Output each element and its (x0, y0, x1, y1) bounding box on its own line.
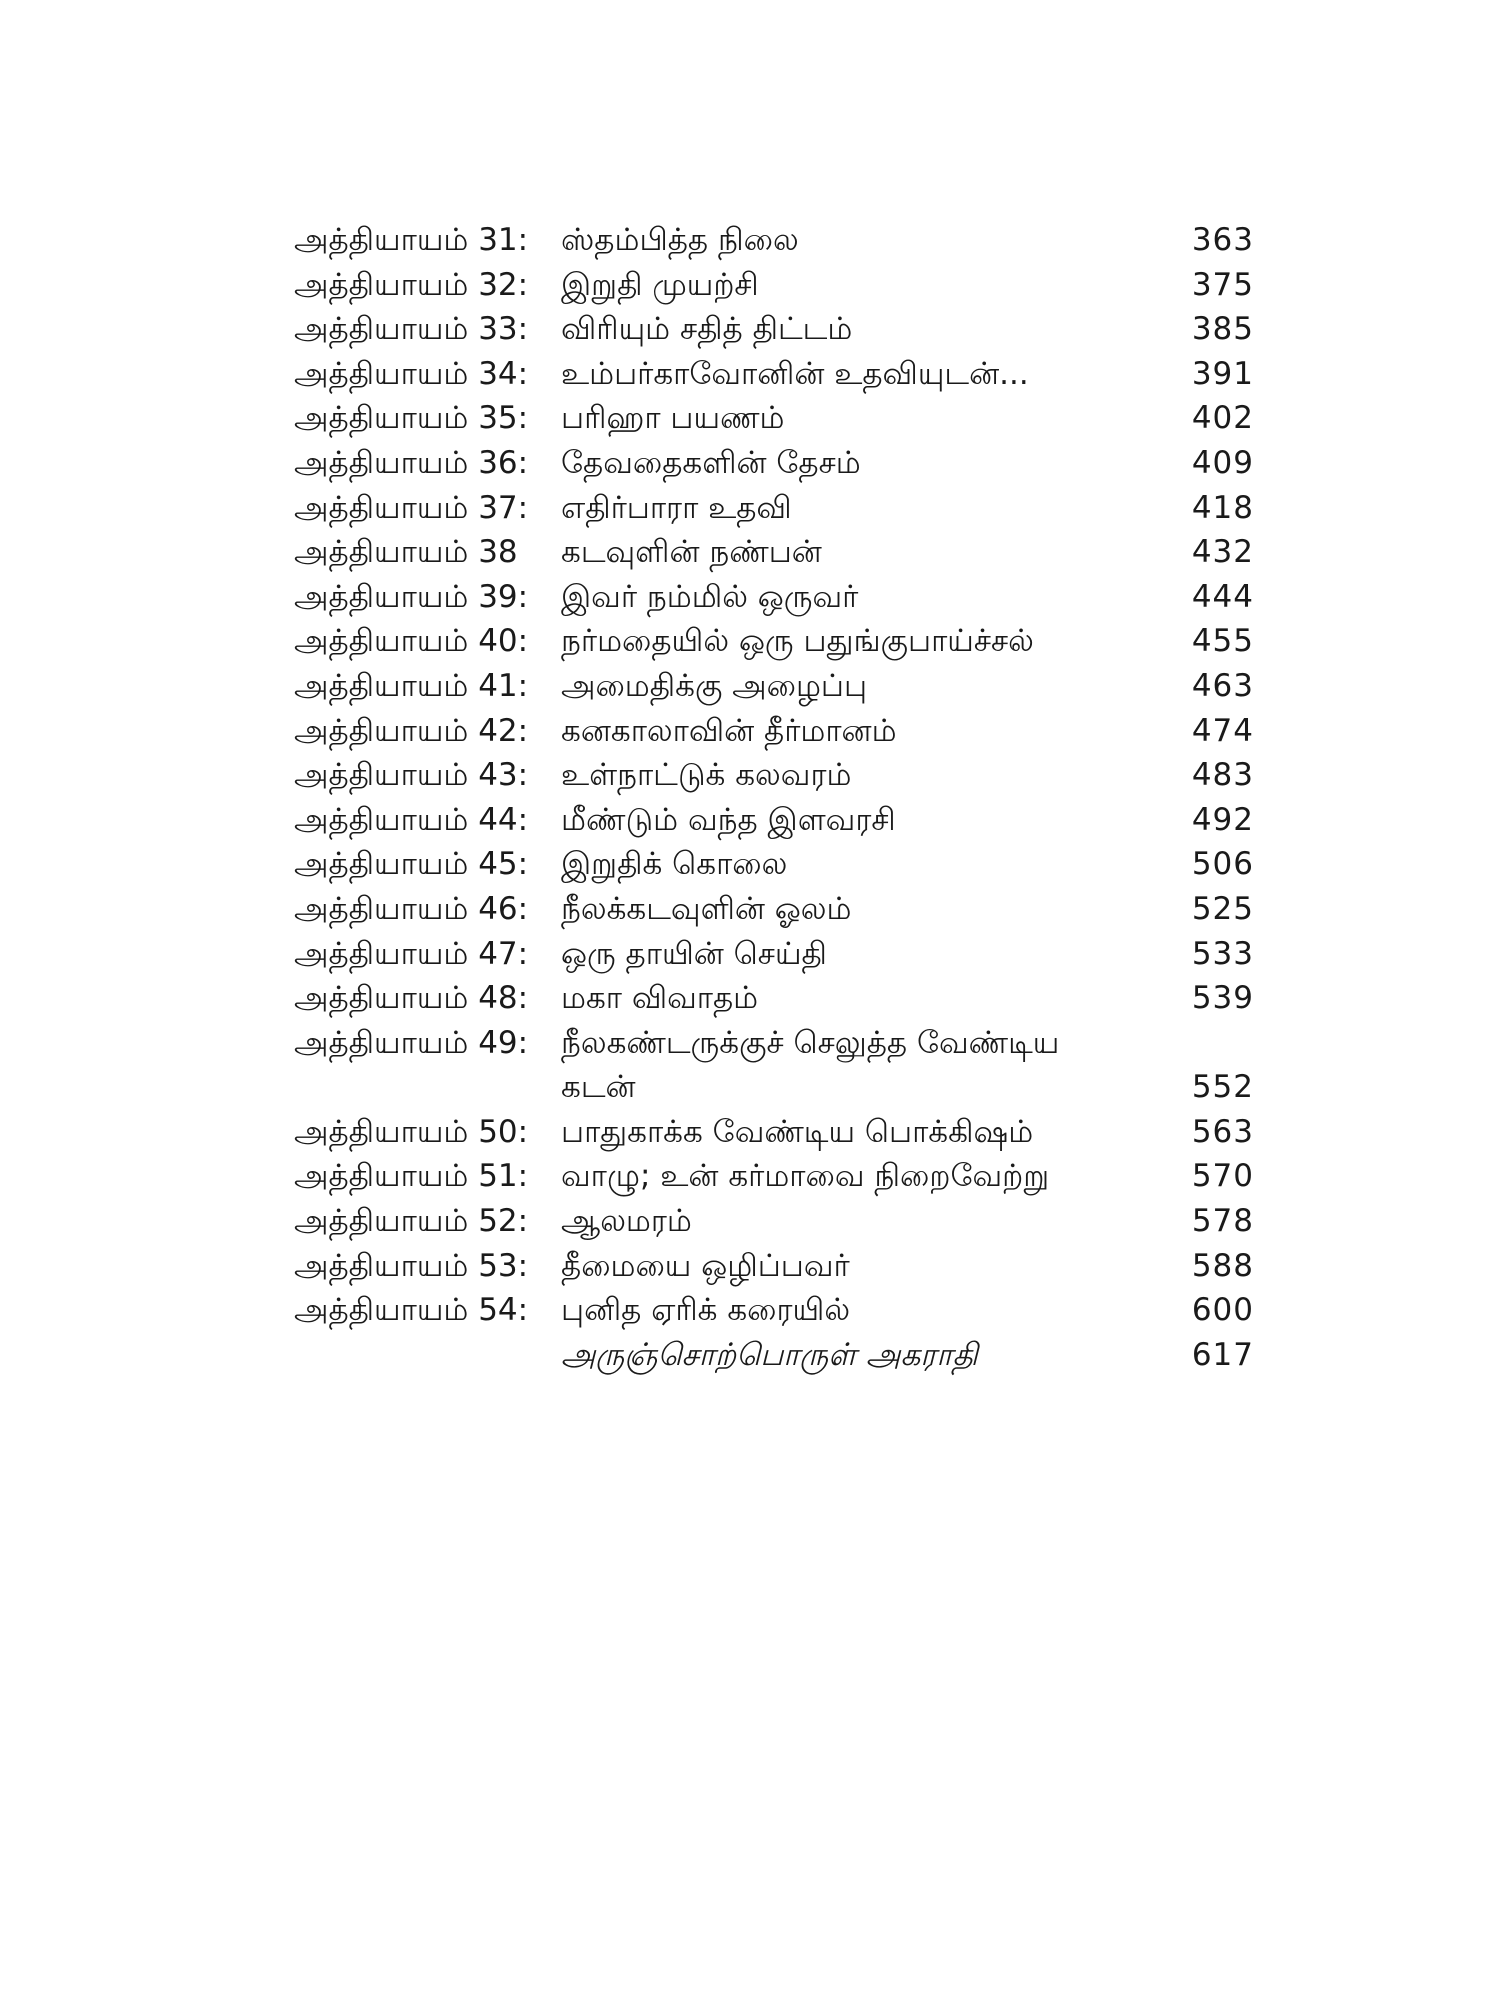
chapter-label: அத்தியாயம் 52: (294, 1203, 529, 1240)
chapter-label: அத்தியாயம் 46: (294, 890, 529, 927)
page-number: 391 (1191, 355, 1254, 392)
chapter-label: அத்தியாயம் 51: (294, 1158, 529, 1195)
glossary-page-number: 617 (1191, 1336, 1254, 1373)
page-number: 444 (1191, 578, 1254, 615)
page-number: 463 (1191, 667, 1254, 704)
chapter-title: கடன் (561, 1069, 636, 1106)
chapter-label: அத்தியாயம் 47: (294, 935, 529, 972)
table-of-contents (294, 218, 1254, 1377)
page-number: 506 (1191, 846, 1254, 883)
glossary-row (294, 1333, 1254, 1378)
chapter-title: நீலக்கடவுளின் ஓலம் (561, 890, 852, 927)
chapter-label: அத்தியாயம் 50: (294, 1113, 529, 1150)
toc-row (294, 709, 1254, 754)
chapter-label: அத்தியாயம் 32: (294, 266, 529, 303)
toc-row (294, 307, 1254, 352)
chapter-label: அத்தியாயம் 44: (294, 801, 529, 838)
chapter-label: அத்தியாயம் 53: (294, 1247, 529, 1284)
chapter-label: அத்தியாயம் 37: (294, 489, 529, 526)
toc-row (294, 664, 1254, 709)
chapter-title: நர்மதையில் ஒரு பதுங்குபாய்ச்சல் (561, 623, 1034, 660)
chapter-title: மீண்டும் வந்த இளவரசி (561, 801, 896, 838)
page-number: 409 (1191, 444, 1254, 481)
toc-row (294, 976, 1254, 1021)
toc-row (294, 1244, 1254, 1289)
page-number: 539 (1191, 980, 1254, 1017)
chapter-title: தேவதைகளின் தேசம் (561, 444, 861, 481)
chapter-title: புனித ஏரிக் கரையில் (561, 1292, 851, 1329)
toc-row (294, 486, 1254, 531)
chapter-label: அத்தியாயம் 40: (294, 623, 529, 660)
toc-row (294, 352, 1254, 397)
toc-row (294, 887, 1254, 932)
chapter-title: வாழு; உன் கர்மாவை நிறைவேற்று (561, 1158, 1050, 1195)
chapter-title: விரியும் சதித் திட்டம் (561, 311, 853, 348)
toc-row (294, 932, 1254, 977)
chapter-title: நீலகண்டருக்குச் செலுத்த வேண்டிய (561, 1024, 1060, 1061)
chapter-label: அத்தியாயம் 39: (294, 578, 529, 615)
page-number: 375 (1191, 266, 1254, 303)
chapter-label: அத்தியாயம் 41: (294, 667, 529, 704)
page-number: 525 (1191, 890, 1254, 927)
chapter-label: அத்தியாயம் 43: (294, 757, 529, 794)
chapter-label: அத்தியாயம் 42: (294, 712, 529, 749)
toc-row (294, 1288, 1254, 1333)
chapter-title: எதிர்பாரா உதவி (561, 489, 792, 526)
chapter-label: அத்தியாயம் 33: (294, 311, 529, 348)
toc-row (294, 396, 1254, 441)
page-number: 552 (1191, 1069, 1254, 1106)
toc-row (294, 263, 1254, 308)
chapter-title: மகா விவாதம் (561, 980, 759, 1017)
toc-row (294, 218, 1254, 263)
toc-row (294, 619, 1254, 664)
toc-row (294, 1154, 1254, 1199)
page-number: 418 (1191, 489, 1254, 526)
page-number: 432 (1191, 534, 1254, 571)
page-number: 563 (1191, 1113, 1254, 1150)
toc-row (294, 1110, 1254, 1155)
page-number: 385 (1191, 311, 1254, 348)
toc-row (294, 842, 1254, 887)
page-number: 455 (1191, 623, 1254, 660)
page-number: 588 (1191, 1247, 1254, 1284)
toc-row (294, 798, 1254, 843)
chapter-label: அத்தியாயம் 34: (294, 355, 529, 392)
chapter-title: இறுதி முயற்சி (561, 266, 759, 303)
chapter-title: அமைதிக்கு அழைப்பு (561, 667, 868, 704)
page-number: 492 (1191, 801, 1254, 838)
chapter-label: அத்தியாயம் 36: (294, 444, 529, 481)
chapter-title: உள்நாட்டுக் கலவரம் (561, 757, 852, 794)
chapter-title: உம்பர்காவோனின் உதவியுடன்... (561, 355, 1029, 392)
chapter-title: ஒரு தாயின் செய்தி (561, 935, 827, 972)
chapter-title: இவர் நம்மில் ஒருவர் (561, 578, 859, 615)
chapter-label: அத்தியாயம் 49: (294, 1024, 529, 1061)
page-number: 402 (1191, 400, 1254, 437)
page-number: 533 (1191, 935, 1254, 972)
chapter-title: ஸ்தம்பித்த நிலை (561, 222, 799, 258)
page-number: 474 (1191, 712, 1254, 749)
toc-row (294, 753, 1254, 798)
chapter-title: பாதுகாக்க வேண்டிய பொக்கிஷம் (561, 1113, 1034, 1150)
toc-row (294, 575, 1254, 620)
toc-row (294, 1021, 1254, 1066)
chapter-title: தீமையை ஒழிப்பவர் (561, 1247, 850, 1284)
chapter-title: கடவுளின் நண்பன் (561, 534, 822, 571)
page-number: 483 (1191, 757, 1254, 794)
page-number: 363 (1191, 222, 1254, 258)
chapter-title: கனகாலாவின் தீர்மானம் (561, 712, 897, 749)
chapter-title: ஆலமரம் (561, 1203, 692, 1240)
page-number: 600 (1191, 1292, 1254, 1329)
glossary-title: அருஞ்சொற்பொருள் அகராதி (561, 1336, 978, 1373)
chapter-label: அத்தியாயம் 45: (294, 846, 529, 883)
page-number: 570 (1191, 1158, 1254, 1195)
toc-row (294, 1199, 1254, 1244)
chapter-label: அத்தியாயம் 38 (294, 534, 518, 571)
page-number: 578 (1191, 1203, 1254, 1240)
chapter-label: அத்தியாயம் 54: (294, 1292, 529, 1329)
chapter-title: இறுதிக் கொலை (561, 846, 788, 883)
toc-row (294, 1065, 1254, 1110)
chapter-label: அத்தியாயம் 35: (294, 400, 529, 437)
toc-row (294, 441, 1254, 486)
chapter-title: பரிஹா பயணம் (561, 400, 785, 437)
chapter-label: அத்தியாயம் 31: (294, 222, 529, 258)
chapter-label: அத்தியாயம் 48: (294, 980, 529, 1017)
toc-row (294, 530, 1254, 575)
